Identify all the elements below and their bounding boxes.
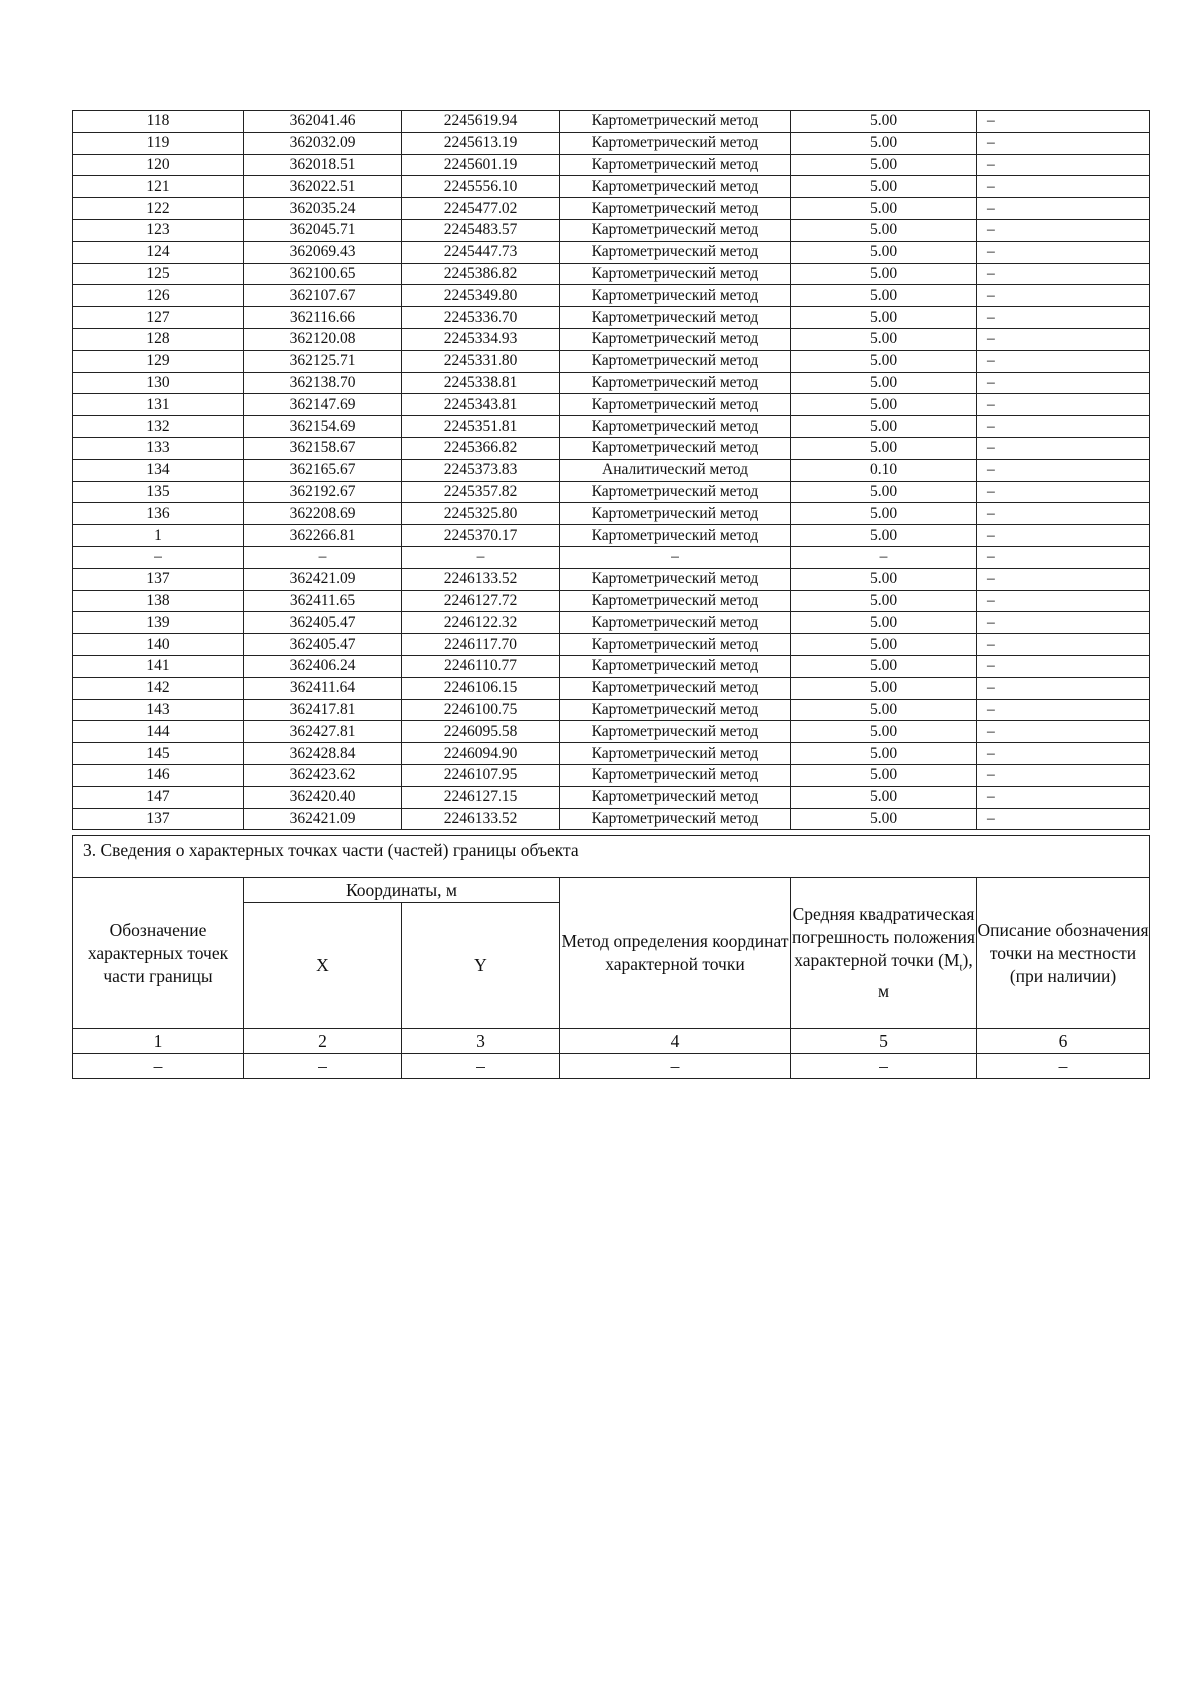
- y-coordinate-cell: 2245556.10: [402, 176, 560, 198]
- method-cell: Картометрический метод: [560, 634, 791, 656]
- table-row: [73, 459, 1150, 481]
- table-row: [73, 285, 1150, 307]
- point-description-cell: –: [977, 350, 1150, 372]
- y-coordinate-cell: 2246095.58: [402, 721, 560, 743]
- y-coordinate-cell: 2245351.81: [402, 416, 560, 438]
- point-number-cell: 131: [73, 394, 244, 416]
- mean-error-cell: 5.00: [791, 481, 977, 503]
- boundary-part-points-table: [72, 835, 1150, 1079]
- point-description-cell: –: [977, 786, 1150, 808]
- point-description-cell: –: [977, 481, 1150, 503]
- method-cell: Картометрический метод: [560, 677, 791, 699]
- method-cell: Картометрический метод: [560, 503, 791, 525]
- mean-error-cell: 5.00: [791, 525, 977, 547]
- y-coordinate-cell: 2245386.82: [402, 263, 560, 285]
- method-cell: Картометрический метод: [560, 525, 791, 547]
- table-row: [73, 437, 1150, 459]
- method-cell: Картометрический метод: [560, 655, 791, 677]
- mean-error-cell: 0.10: [791, 459, 977, 481]
- point-description-cell: –: [977, 328, 1150, 350]
- mean-error-cell: 5.00: [791, 132, 977, 154]
- header-row-1: [73, 878, 1150, 903]
- y-coordinate-cell: 2245343.81: [402, 394, 560, 416]
- x-coordinate-cell: 362411.64: [244, 677, 402, 699]
- x-coordinate-cell: 362116.66: [244, 307, 402, 329]
- mean-error-cell: 5.00: [791, 503, 977, 525]
- point-description-cell: –: [977, 546, 1150, 568]
- y-coordinate-cell: 2245349.80: [402, 285, 560, 307]
- method-cell: Картометрический метод: [560, 154, 791, 176]
- mean-error-cell: 5.00: [791, 590, 977, 612]
- point-number-cell: 133: [73, 437, 244, 459]
- mean-error-cell: 5.00: [791, 721, 977, 743]
- header-x: X: [244, 903, 402, 1029]
- y-coordinate-cell: 2245325.80: [402, 503, 560, 525]
- y-coordinate-cell: 2246106.15: [402, 677, 560, 699]
- table-cell: –: [977, 1054, 1150, 1079]
- method-cell: Картометрический метод: [560, 111, 791, 133]
- x-coordinate-cell: 362138.70: [244, 372, 402, 394]
- x-coordinate-cell: 362405.47: [244, 612, 402, 634]
- mean-error-cell: 5.00: [791, 350, 977, 372]
- method-cell: Картометрический метод: [560, 285, 791, 307]
- method-cell: Картометрический метод: [560, 612, 791, 634]
- column-number: 2: [244, 1029, 402, 1054]
- method-cell: Картометрический метод: [560, 394, 791, 416]
- point-number-cell: 132: [73, 416, 244, 438]
- point-number-cell: 144: [73, 721, 244, 743]
- y-coordinate-cell: 2245331.80: [402, 350, 560, 372]
- method-cell: Картометрический метод: [560, 198, 791, 220]
- header-error: [791, 878, 977, 1029]
- point-number-cell: 123: [73, 219, 244, 241]
- table-row: [73, 764, 1150, 786]
- point-description-cell: –: [977, 764, 1150, 786]
- table-row: [73, 307, 1150, 329]
- header-point-designation: Обозначение характерных точек части границы: [73, 878, 244, 1029]
- method-cell: Картометрический метод: [560, 590, 791, 612]
- point-number-cell: 130: [73, 372, 244, 394]
- table-row: [73, 634, 1150, 656]
- y-coordinate-cell: 2246127.72: [402, 590, 560, 612]
- point-number-cell: 138: [73, 590, 244, 612]
- x-coordinate-cell: 362069.43: [244, 241, 402, 263]
- header-description: Описание обозначения точки на местности (при наличии): [977, 878, 1150, 1029]
- method-cell: Аналитический метод: [560, 459, 791, 481]
- table-cell: –: [791, 1054, 977, 1079]
- point-description-cell: –: [977, 459, 1150, 481]
- table-row: [73, 198, 1150, 220]
- table-cell: –: [402, 1054, 560, 1079]
- method-cell: Картометрический метод: [560, 808, 791, 830]
- point-description-cell: –: [977, 111, 1150, 133]
- mean-error-cell: 5.00: [791, 241, 977, 263]
- y-coordinate-cell: 2245483.57: [402, 219, 560, 241]
- table-row: [73, 503, 1150, 525]
- table-row: [73, 743, 1150, 765]
- point-number-cell: 135: [73, 481, 244, 503]
- x-coordinate-cell: 362125.71: [244, 350, 402, 372]
- y-coordinate-cell: 2245373.83: [402, 459, 560, 481]
- mean-error-cell: –: [791, 546, 977, 568]
- header-error-prefix: Средняя квадратическая погрешность положения характерной точки (M: [792, 904, 975, 971]
- table-row: [73, 677, 1150, 699]
- mean-error-cell: 5.00: [791, 655, 977, 677]
- y-coordinate-cell: 2245447.73: [402, 241, 560, 263]
- mean-error-cell: 5.00: [791, 416, 977, 438]
- table-row: [73, 416, 1150, 438]
- table-row: [73, 132, 1150, 154]
- point-number-cell: 145: [73, 743, 244, 765]
- table-row: [73, 263, 1150, 285]
- method-cell: Картометрический метод: [560, 263, 791, 285]
- mean-error-cell: 5.00: [791, 285, 977, 307]
- table-row: [73, 525, 1150, 547]
- point-number-cell: 1: [73, 525, 244, 547]
- point-description-cell: –: [977, 677, 1150, 699]
- mean-error-cell: 5.00: [791, 176, 977, 198]
- point-description-cell: –: [977, 176, 1150, 198]
- point-number-cell: 140: [73, 634, 244, 656]
- y-coordinate-cell: 2245366.82: [402, 437, 560, 459]
- point-description-cell: –: [977, 743, 1150, 765]
- point-number-cell: 127: [73, 307, 244, 329]
- method-cell: Картометрический метод: [560, 568, 791, 590]
- point-description-cell: –: [977, 132, 1150, 154]
- y-coordinate-cell: 2245601.19: [402, 154, 560, 176]
- x-coordinate-cell: 362423.62: [244, 764, 402, 786]
- points-table-body: [73, 111, 1150, 830]
- point-description-cell: –: [977, 241, 1150, 263]
- mean-error-cell: 5.00: [791, 568, 977, 590]
- y-coordinate-cell: 2245613.19: [402, 132, 560, 154]
- point-description-cell: –: [977, 808, 1150, 830]
- point-number-cell: 147: [73, 786, 244, 808]
- point-number-cell: 146: [73, 764, 244, 786]
- mean-error-cell: 5.00: [791, 372, 977, 394]
- y-coordinate-cell: 2245477.02: [402, 198, 560, 220]
- point-description-cell: –: [977, 503, 1150, 525]
- header-y: Y: [402, 903, 560, 1029]
- point-description-cell: –: [977, 655, 1150, 677]
- method-cell: Картометрический метод: [560, 416, 791, 438]
- table-row: [73, 241, 1150, 263]
- table-cell: –: [73, 1054, 244, 1079]
- point-description-cell: –: [977, 568, 1150, 590]
- method-cell: Картометрический метод: [560, 786, 791, 808]
- x-coordinate-cell: 362420.40: [244, 786, 402, 808]
- x-coordinate-cell: 362428.84: [244, 743, 402, 765]
- point-number-cell: 120: [73, 154, 244, 176]
- x-coordinate-cell: 362035.24: [244, 198, 402, 220]
- y-coordinate-cell: 2246110.77: [402, 655, 560, 677]
- method-cell: Картометрический метод: [560, 132, 791, 154]
- y-coordinate-cell: 2246100.75: [402, 699, 560, 721]
- point-description-cell: –: [977, 416, 1150, 438]
- x-coordinate-cell: 362417.81: [244, 699, 402, 721]
- point-number-cell: 134: [73, 459, 244, 481]
- point-number-cell: 137: [73, 568, 244, 590]
- points-table: [72, 110, 1150, 830]
- header-method: Метод определения координат характерной точки: [560, 878, 791, 1029]
- column-number: 6: [977, 1029, 1150, 1054]
- point-description-cell: –: [977, 394, 1150, 416]
- y-coordinate-cell: 2246133.52: [402, 568, 560, 590]
- y-coordinate-cell: 2246094.90: [402, 743, 560, 765]
- point-number-cell: 119: [73, 132, 244, 154]
- x-coordinate-cell: 362165.67: [244, 459, 402, 481]
- point-description-cell: –: [977, 285, 1150, 307]
- point-number-cell: 122: [73, 198, 244, 220]
- y-coordinate-cell: –: [402, 546, 560, 568]
- method-cell: Картометрический метод: [560, 328, 791, 350]
- table-row: [73, 808, 1150, 830]
- table-row: [73, 154, 1150, 176]
- mean-error-cell: 5.00: [791, 219, 977, 241]
- mean-error-cell: 5.00: [791, 198, 977, 220]
- method-cell: Картометрический метод: [560, 241, 791, 263]
- mean-error-cell: 5.00: [791, 154, 977, 176]
- header-error-suffix: ), м: [877, 950, 973, 1001]
- mean-error-cell: 5.00: [791, 612, 977, 634]
- point-description-cell: –: [977, 219, 1150, 241]
- section-title: 3. Сведения о характерных точках части (частей) границы объекта: [73, 836, 1150, 878]
- x-coordinate-cell: 362147.69: [244, 394, 402, 416]
- mean-error-cell: 5.00: [791, 743, 977, 765]
- method-cell: Картометрический метод: [560, 721, 791, 743]
- point-number-cell: 143: [73, 699, 244, 721]
- mean-error-cell: 5.00: [791, 111, 977, 133]
- method-cell: Картометрический метод: [560, 372, 791, 394]
- y-coordinate-cell: 2245619.94: [402, 111, 560, 133]
- point-number-cell: 125: [73, 263, 244, 285]
- x-coordinate-cell: 362208.69: [244, 503, 402, 525]
- column-number: 1: [73, 1029, 244, 1054]
- table-row: [73, 481, 1150, 503]
- point-description-cell: –: [977, 590, 1150, 612]
- x-coordinate-cell: 362100.65: [244, 263, 402, 285]
- table-cell: –: [560, 1054, 791, 1079]
- table-row: [73, 219, 1150, 241]
- method-cell: Картометрический метод: [560, 481, 791, 503]
- y-coordinate-cell: 2246127.15: [402, 786, 560, 808]
- y-coordinate-cell: 2245334.93: [402, 328, 560, 350]
- column-number-row: [73, 1029, 1150, 1054]
- table-cell: –: [244, 1054, 402, 1079]
- table-row: [73, 176, 1150, 198]
- point-description-cell: –: [977, 263, 1150, 285]
- x-coordinate-cell: 362041.46: [244, 111, 402, 133]
- x-coordinate-cell: 362018.51: [244, 154, 402, 176]
- column-number: 3: [402, 1029, 560, 1054]
- y-coordinate-cell: 2246117.70: [402, 634, 560, 656]
- point-number-cell: 121: [73, 176, 244, 198]
- point-number-cell: 118: [73, 111, 244, 133]
- point-description-cell: –: [977, 525, 1150, 547]
- mean-error-cell: 5.00: [791, 437, 977, 459]
- table-row: [73, 786, 1150, 808]
- x-coordinate-cell: –: [244, 546, 402, 568]
- mean-error-cell: 5.00: [791, 699, 977, 721]
- method-cell: Картометрический метод: [560, 764, 791, 786]
- x-coordinate-cell: 362406.24: [244, 655, 402, 677]
- table-row: [73, 655, 1150, 677]
- x-coordinate-cell: 362032.09: [244, 132, 402, 154]
- x-coordinate-cell: 362045.71: [244, 219, 402, 241]
- x-coordinate-cell: 362266.81: [244, 525, 402, 547]
- y-coordinate-cell: 2245336.70: [402, 307, 560, 329]
- method-cell: Картометрический метод: [560, 219, 791, 241]
- header-error-sub: t: [959, 961, 963, 974]
- point-number-cell: 124: [73, 241, 244, 263]
- x-coordinate-cell: 362107.67: [244, 285, 402, 307]
- mean-error-cell: 5.00: [791, 786, 977, 808]
- method-cell: Картометрический метод: [560, 437, 791, 459]
- table-row: [73, 568, 1150, 590]
- table-row: [73, 350, 1150, 372]
- x-coordinate-cell: 362411.65: [244, 590, 402, 612]
- point-description-cell: –: [977, 198, 1150, 220]
- point-number-cell: –: [73, 546, 244, 568]
- point-number-cell: 136: [73, 503, 244, 525]
- table-row: [73, 590, 1150, 612]
- mean-error-cell: 5.00: [791, 307, 977, 329]
- point-number-cell: 129: [73, 350, 244, 372]
- point-number-cell: 137: [73, 808, 244, 830]
- mean-error-cell: 5.00: [791, 263, 977, 285]
- point-description-cell: –: [977, 307, 1150, 329]
- point-number-cell: 141: [73, 655, 244, 677]
- table-row: [73, 111, 1150, 133]
- table-row: [73, 546, 1150, 568]
- mean-error-cell: 5.00: [791, 394, 977, 416]
- point-description-cell: –: [977, 699, 1150, 721]
- point-number-cell: 128: [73, 328, 244, 350]
- point-description-cell: –: [977, 437, 1150, 459]
- method-cell: Картометрический метод: [560, 350, 791, 372]
- table-row: [73, 699, 1150, 721]
- x-coordinate-cell: 362427.81: [244, 721, 402, 743]
- y-coordinate-cell: 2246122.32: [402, 612, 560, 634]
- mean-error-cell: 5.00: [791, 328, 977, 350]
- table-row: [73, 721, 1150, 743]
- x-coordinate-cell: 362421.09: [244, 808, 402, 830]
- point-description-cell: –: [977, 372, 1150, 394]
- mean-error-cell: 5.00: [791, 808, 977, 830]
- table-row: [73, 328, 1150, 350]
- x-coordinate-cell: 362421.09: [244, 568, 402, 590]
- section-title-row: [73, 836, 1150, 878]
- point-number-cell: 139: [73, 612, 244, 634]
- x-coordinate-cell: 362022.51: [244, 176, 402, 198]
- x-coordinate-cell: 362120.08: [244, 328, 402, 350]
- x-coordinate-cell: 362405.47: [244, 634, 402, 656]
- method-cell: Картометрический метод: [560, 699, 791, 721]
- method-cell: –: [560, 546, 791, 568]
- method-cell: Картометрический метод: [560, 176, 791, 198]
- method-cell: Картометрический метод: [560, 743, 791, 765]
- y-coordinate-cell: 2246133.52: [402, 808, 560, 830]
- point-description-cell: –: [977, 612, 1150, 634]
- x-coordinate-cell: 362158.67: [244, 437, 402, 459]
- point-number-cell: 126: [73, 285, 244, 307]
- mean-error-cell: 5.00: [791, 634, 977, 656]
- x-coordinate-cell: 362192.67: [244, 481, 402, 503]
- table-row: [73, 1054, 1150, 1079]
- point-description-cell: –: [977, 154, 1150, 176]
- column-number: 5: [791, 1029, 977, 1054]
- method-cell: Картометрический метод: [560, 307, 791, 329]
- y-coordinate-cell: 2245338.81: [402, 372, 560, 394]
- point-description-cell: –: [977, 721, 1150, 743]
- point-description-cell: –: [977, 634, 1150, 656]
- mean-error-cell: 5.00: [791, 677, 977, 699]
- mean-error-cell: 5.00: [791, 764, 977, 786]
- point-number-cell: 142: [73, 677, 244, 699]
- column-number: 4: [560, 1029, 791, 1054]
- y-coordinate-cell: 2246107.95: [402, 764, 560, 786]
- table-row: [73, 612, 1150, 634]
- table-row: [73, 372, 1150, 394]
- y-coordinate-cell: 2245370.17: [402, 525, 560, 547]
- y-coordinate-cell: 2245357.82: [402, 481, 560, 503]
- x-coordinate-cell: 362154.69: [244, 416, 402, 438]
- table-row: [73, 394, 1150, 416]
- header-coordinates: Координаты, м: [244, 878, 560, 903]
